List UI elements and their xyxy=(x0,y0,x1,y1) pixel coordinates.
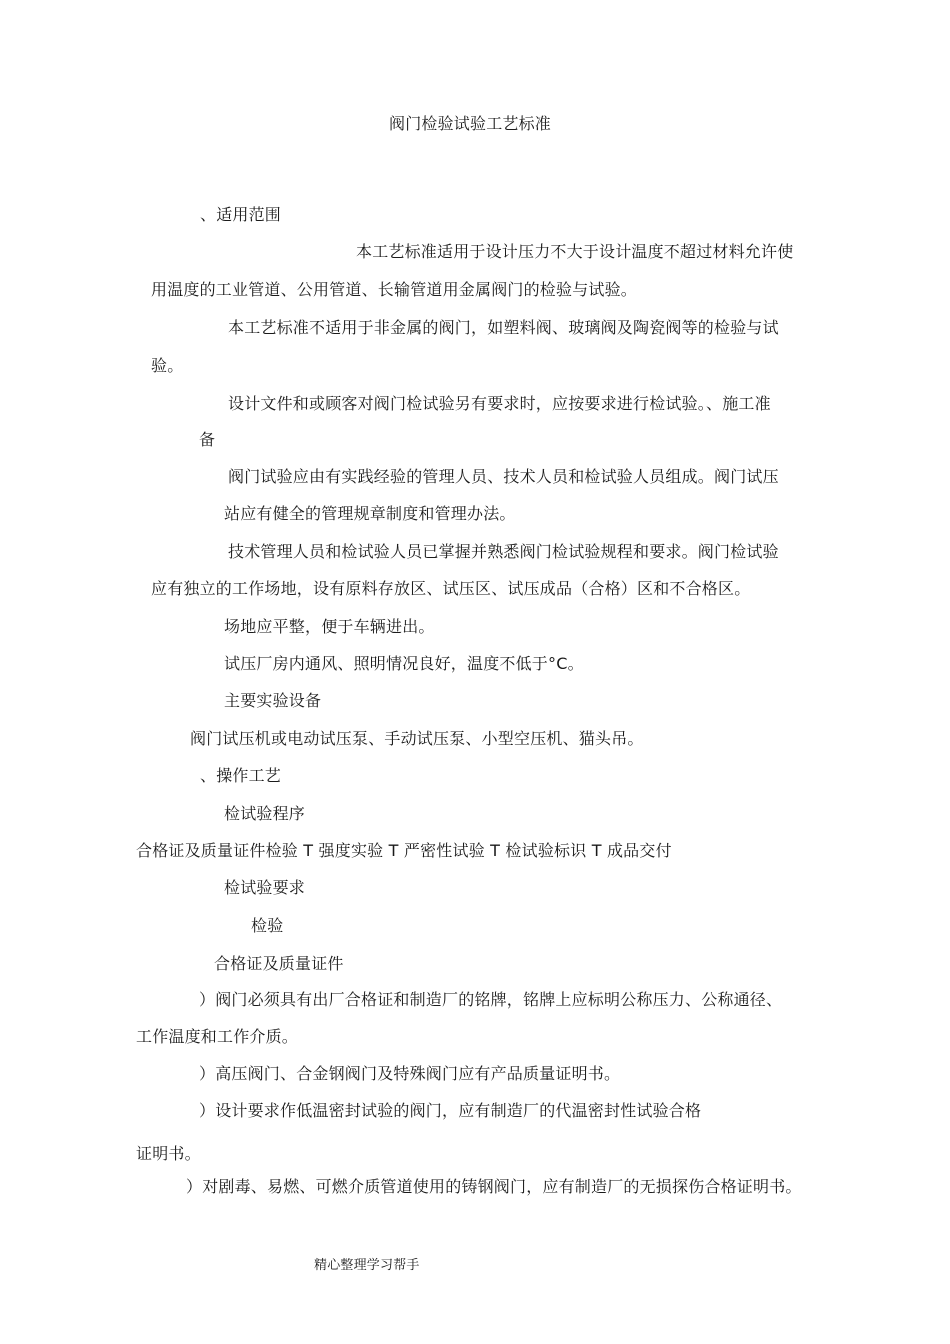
paragraph-line: 主要实验设备 xyxy=(224,691,322,710)
section-heading-operation: 、操作工艺 xyxy=(200,766,282,785)
document-title: 阀门检验试验工艺标准 xyxy=(389,114,552,133)
paragraph-line: 阀门试压机或电动试压泵、手动试压泵、小型空压机、猫头吊。 xyxy=(190,729,644,748)
paragraph-line: ）阀门必须具有出厂合格证和制造厂的铭牌，铭牌上应标明公称压力、公称通径、 xyxy=(199,990,783,1009)
paragraph-line: 备 xyxy=(199,430,216,449)
paragraph-line: 本工艺标准适用于设计压力不大于设计温度不超过材料允许使 xyxy=(356,242,794,261)
paragraph-line: 本工艺标准不适用于非金属的阀门，如塑料阀、玻璃阀及陶瓷阀等的检验与试 xyxy=(228,318,779,337)
paragraph-line: 工作温度和工作介质。 xyxy=(136,1027,299,1046)
paragraph-line: 场地应平整，便于车辆进出。 xyxy=(224,617,435,636)
paragraph-line: 检试验要求 xyxy=(224,878,306,897)
paragraph-line: ）高压阀门、合金钢阀门及特殊阀门应有产品质量证明书。 xyxy=(199,1064,621,1083)
page-footer: 精心整理学习帮手 xyxy=(314,1258,420,1273)
paragraph-line: 试压厂房内通风、照明情况良好，温度不低于°C。 xyxy=(224,654,584,673)
paragraph-line: 技术管理人员和检试验人员已掌握并熟悉阀门检试验规程和要求。阀门检试验 xyxy=(228,542,779,561)
paragraph-line: ）对剧毒、易燃、可燃介质管道使用的铸钢阀门，应有制造厂的无损探伤合格证明书。 xyxy=(186,1177,802,1196)
paragraph-line: 应有独立的工作场地，设有原料存放区、试压区、试压成品（合格）区和不合格区。 xyxy=(151,579,751,598)
paragraph-line: ）设计要求作低温密封试验的阀门，应有制造厂的代温密封性试验合格 xyxy=(199,1101,702,1120)
paragraph-line: 检试验程序 xyxy=(224,804,306,823)
paragraph-line: 用温度的工业管道、公用管道、长输管道用金属阀门的检验与试验。 xyxy=(151,280,638,299)
paragraph-line: 站应有健全的管理规章制度和管理办法。 xyxy=(224,504,516,523)
paragraph-line: 阀门试验应由有实践经验的管理人员、技术人员和检试验人员组成。阀门试压 xyxy=(228,467,779,486)
process-flow-line: 合格证及质量证件检验 T 强度实验 T 严密性试验 T 检试验标识 T 成品交付 xyxy=(136,841,672,860)
paragraph-line: 设计文件和或顾客对阀门检试验另有要求时，应按要求进行检试验。、施工准 xyxy=(228,394,771,413)
paragraph-line: 合格证及质量证件 xyxy=(214,954,344,973)
paragraph-line: 证明书。 xyxy=(136,1144,201,1163)
section-heading-scope: 、适用范围 xyxy=(200,205,282,224)
paragraph-line: 检验 xyxy=(251,916,284,935)
paragraph-line: 验。 xyxy=(151,356,184,375)
